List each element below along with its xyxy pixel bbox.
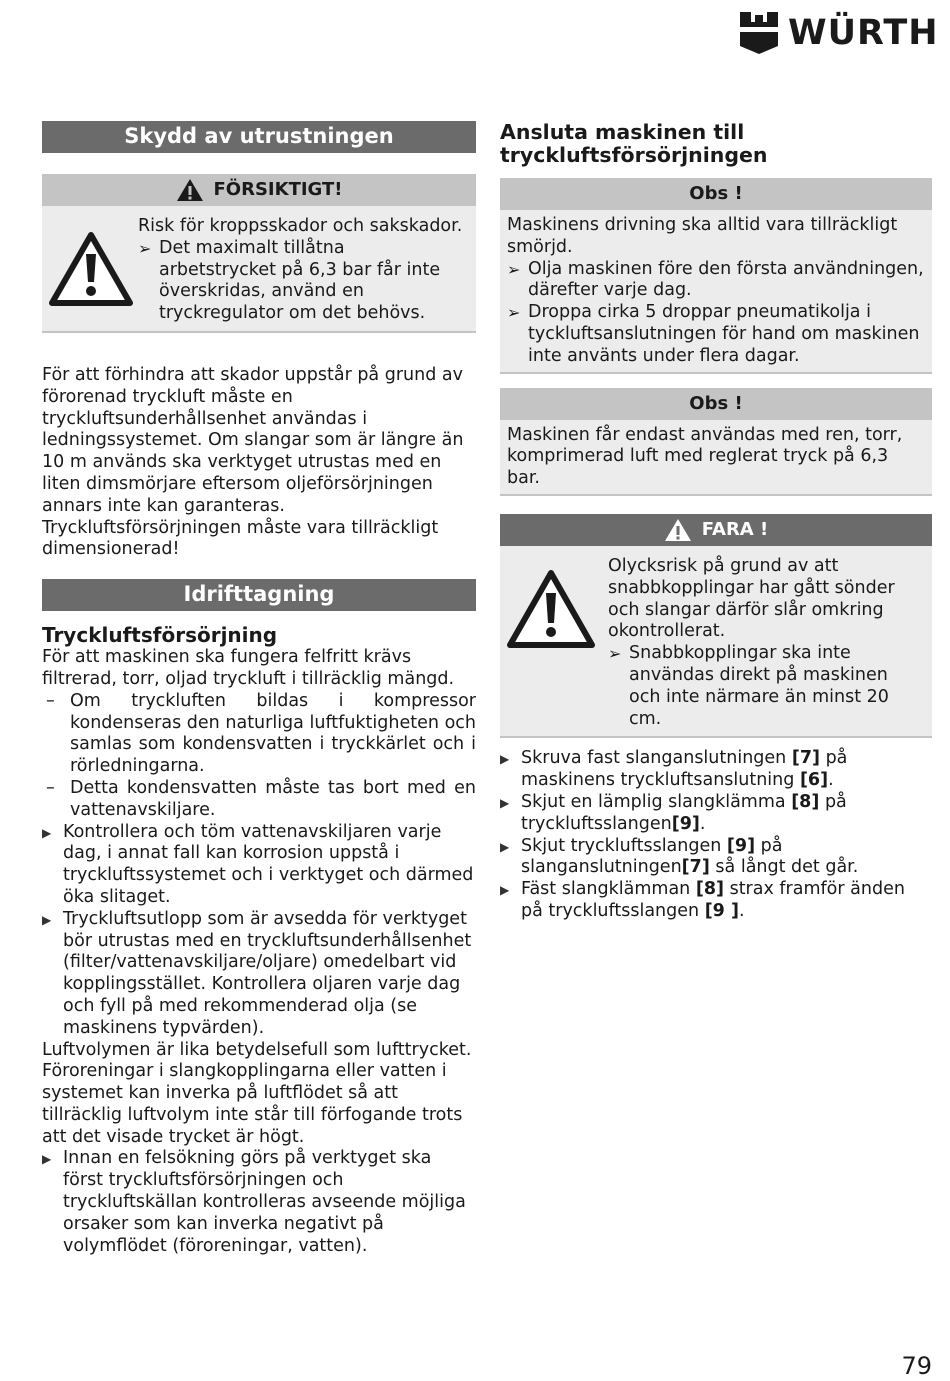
caution-body [42, 206, 476, 333]
caution-text: Risk för kroppsskador och sakskador. [138, 216, 463, 236]
notice-box-1 [500, 178, 932, 374]
subheading-air-supply: Tryckluftsförsörjning [42, 623, 278, 648]
notice-body [500, 210, 932, 374]
air-volume-paragraph: Luftvolymen är lika betydelsefull som lufttrycket. Föroreningar i slangkopplingarna eller vatten i systemet kan inverka på luftflödet så att tillräcklig luftvolym inte står till förfogande trots att det visade trycket är högt. [42, 1039, 472, 1147]
caution-header [42, 174, 476, 206]
caution-label: FÖRSIKTIGT! [213, 179, 343, 200]
notice-item: ➢ Olja maskinen före den första användningen, därefter varje dag. [507, 258, 924, 301]
danger-text: Olycksrisk på grund av att snabbkopplingar har gått sönder och slangar därför slår omkring okontrollerat. [608, 555, 895, 642]
step-item: ▶ Innan en felsökning görs på verktyget ska först tryckluftsförsörjningen och tryckluftskällan kontrolleras avseende möjliga orsaker som kan inverka negativt på volymflödet (föroreningar, vatten). [42, 1148, 466, 1256]
triangle-bullet-icon: ▶ [500, 883, 510, 898]
warning-icon [176, 178, 204, 202]
dash-item: – Om tryckluften bildas i kompressor kondenseras den naturliga luftfuktigheten och samlas som kondensvatten i tryckkärlet och i rörledningarna. [46, 690, 476, 777]
left-column [42, 121, 476, 1257]
logo-text: WÜRTH [788, 13, 939, 53]
danger-label: FARA ! [701, 518, 769, 540]
dash-item: – Detta kondensvatten måste tas bort med en vattenavskiljare. [46, 777, 476, 820]
arrow-bullet-icon: ➢ [507, 259, 521, 279]
wurth-logo-icon [740, 12, 778, 54]
danger-item: ➢ Snabbkopplingar ska inte användas direkt på maskinen och inte närmare än minst 20 cm. [608, 643, 889, 729]
notice-body [500, 420, 932, 496]
notice-text: Maskinens drivning ska alltid vara tillräckligt smörjd. [507, 215, 898, 257]
connect-step: ▶ Skruva fast slanganslutningen [7] på maskinens tryckluftsanslutning [6]. [500, 748, 848, 791]
danger-header [500, 514, 932, 546]
large-warning-icon [48, 230, 134, 308]
arrow-bullet-icon: ➢ [138, 238, 152, 258]
caution-box [42, 174, 476, 333]
caution-item: ➢ Det maximalt tillåtna arbetstrycket på 6,3 bar får inte överskridas, använd en tryckregulator om det behövs. [138, 237, 441, 324]
connect-step: ▶ Skjut en lämplig slangklämma [8] på tryckluftsslangen[9]. [500, 791, 847, 834]
section-title-protection: Skydd av utrustningen [42, 121, 476, 153]
notice-header: Obs ! [500, 388, 932, 420]
section-title-connect: Ansluta maskinen till tryckluftsförsörjningen [500, 120, 768, 167]
wurth-logo [740, 11, 939, 55]
connect-step: ▶ Skjut tryckluftsslangen [9] på slanganslutningen[7] så långt det går. [500, 835, 859, 878]
notice-text: Maskinen får endast användas med ren, torr, komprimerad luft med reglerat tryck på 6,3 bar. [507, 424, 903, 489]
warning-icon [664, 518, 692, 542]
page-number: 79 [901, 1352, 932, 1380]
triangle-bullet-icon: ▶ [500, 752, 510, 767]
arrow-bullet-icon: ➢ [608, 644, 622, 664]
step-item: ▶ Tryckluftsutlopp som är avsedda för verktyget bör utrustas med en tryckluftsunderhållsenhet (filter/vattenavskiljare/oljare) omedelbart vid kopplingsstället. Kontrollera oljaren varje dag och fyll på med rekommenderad olja (se maskinens typvärden). [42, 908, 472, 1038]
danger-body [500, 546, 932, 738]
triangle-bullet-icon: ▶ [500, 839, 510, 854]
connect-step: ▶ Fäst slangklämman [8] strax framför änden på tryckluftsslangen [9 ]. [500, 879, 905, 921]
notice-box-2 [500, 388, 932, 496]
notice-item: ➢ Droppa cirka 5 droppar pneumatikolja i tyckluftsanslutningen för hand om maskinen inte använts under flera dagar. [507, 302, 920, 366]
air-supply-intro: För att maskinen ska fungera felfritt krävs filtrerad, torr, oljad tryckluft i tillräcklig mängd. [42, 647, 455, 689]
step-item: ▶ Kontrollera och töm vattenavskiljaren varje dag, i annat fall kan korrosion uppstå i tryckluftssystemet och i verktyget och därmed öka slitaget. [42, 821, 474, 907]
protection-paragraph: För att förhindra att skador uppstår på grund av förorenad tryckluft måste en tryckluftsunderhållsenhet användas i ledningssystemet. Om slangar som är längre än 10 m används ska verktyget utrustas med en liten dimsmörjare eftersom oljeförsörjningen annars inte kan garanteras. Tryckluftsförsörjningen måste vara tillräckligt dimensionerad! [42, 364, 464, 560]
large-warning-icon [506, 568, 596, 650]
notice-header: Obs ! [500, 178, 932, 210]
triangle-bullet-icon: ▶ [500, 795, 510, 810]
triangle-bullet-icon: ▶ [42, 912, 52, 927]
danger-box [500, 514, 932, 738]
triangle-bullet-icon: ▶ [42, 1152, 52, 1167]
section-title-commissioning: Idrifttagning [42, 579, 476, 611]
arrow-bullet-icon: ➢ [507, 303, 521, 323]
triangle-bullet-icon: ▶ [42, 825, 52, 840]
right-column [500, 121, 932, 923]
